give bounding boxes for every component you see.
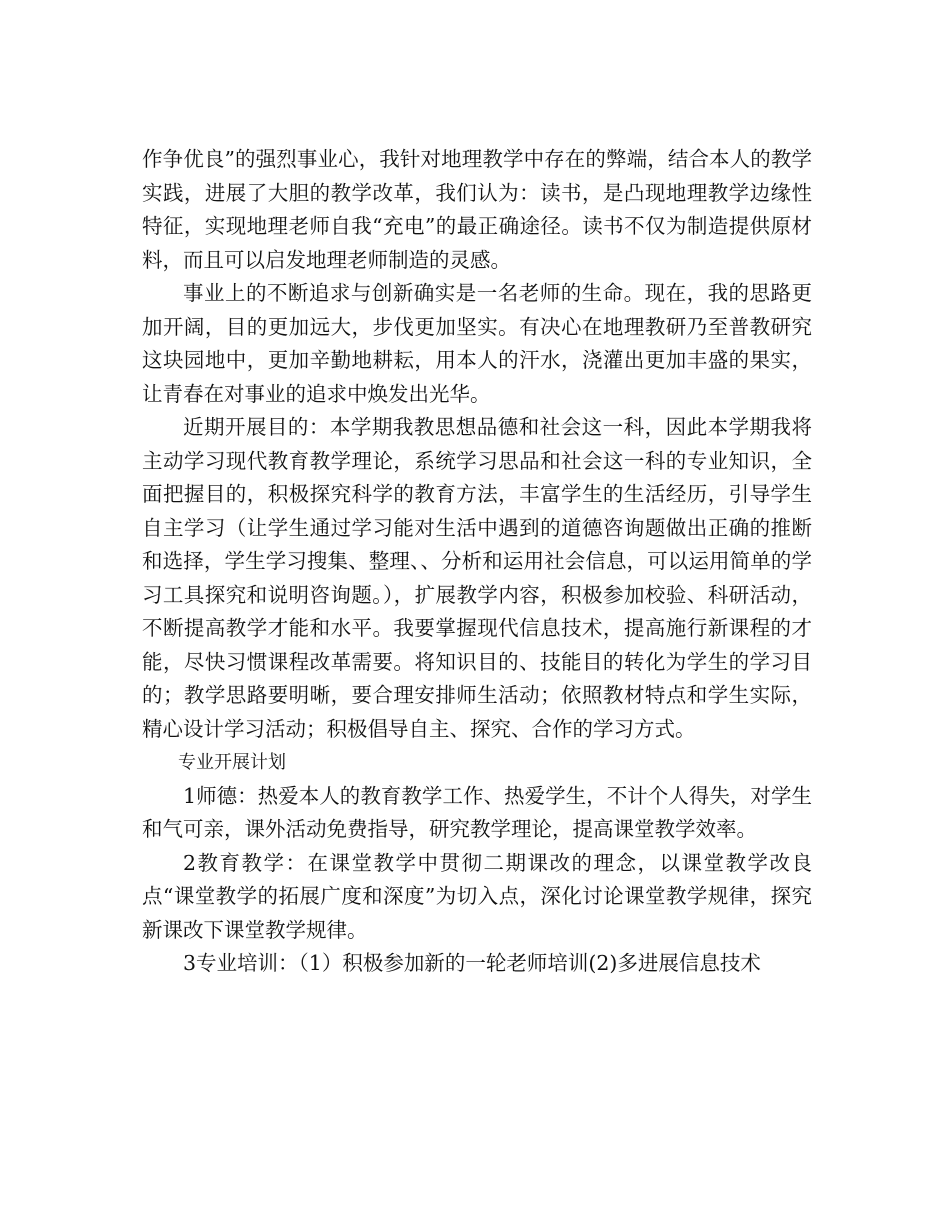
paragraph-6: 3专业培训：（1）积极参加新的一轮老师培训(2)多进展信息技术 [183,951,761,975]
paragraph-4: 1师德：热爱本人的教育教学工作、热爱学生，不计个人得失，对学生和气可亲，课外活动免费指导，研究教学理论，提高课堂教学效率。 [142,783,812,841]
paragraph-5: 2教育教学：在课堂教学中贯彻二期课改的理念，以课堂教学改良点“课堂教学的拓展广度和深度”为切入点，深化讨论课堂教学规律，探究新课改下课堂教学规律。 [142,850,812,942]
paragraph-2: 事业上的不断追求与创新确实是一名老师的生命。现在，我的思路更加开阔，目的更加远大，步伐更加坚实。有决心在地理教研乃至普教研究这块园地中，更加辛勤地耕耘，用本人的汗水，浇灌出更加丰盛的果实，让青春在对事业的追求中焕发出光华。 [142,281,812,406]
document-body [142,143,812,981]
section-heading: 专业开展计划 [178,752,286,773]
paragraph-3: 近期开展目的：本学期我教思想品德和社会这一科，因此本学期我将主动学习现代教育教学理论，系统学习思品和社会这一科的专业知识，全面把握目的，积极探究科学的教育方法，丰富学生的生活经历，引导学生自主学习（让学生通过学习能对生活中遇到的道德咨询题做出正确的推断和选择，学生学习搜集、整理、、分析和运用社会信息，可以运用简单的学习工具探究和说明咨询题。），扩展教学内容，积极参加校验、科研活动，不断提高教学才能和水平。我要掌握现代信息技术，提高施行新课程的才能，尽快习惯课程改革需要。将知识目的、技能目的转化为学生的学习目的；教学思路要明晰，要合理安排师生活动；依照教材特点和学生实际，精心设计学习活动；积极倡导自主、探究、合作的学习方式。 [142,415,812,741]
paragraph-1: 作争优良”的强烈事业心，我针对地理教学中存在的弊端，结合本人的教学实践，进展了大胆的教学改革，我们认为：读书，是凸现地理教学边缘性特征，实现地理老师自我“充电”的最正确途径。读书不仅为制造提供原材料，而且可以启发地理老师制造的灵感。 [142,147,812,272]
